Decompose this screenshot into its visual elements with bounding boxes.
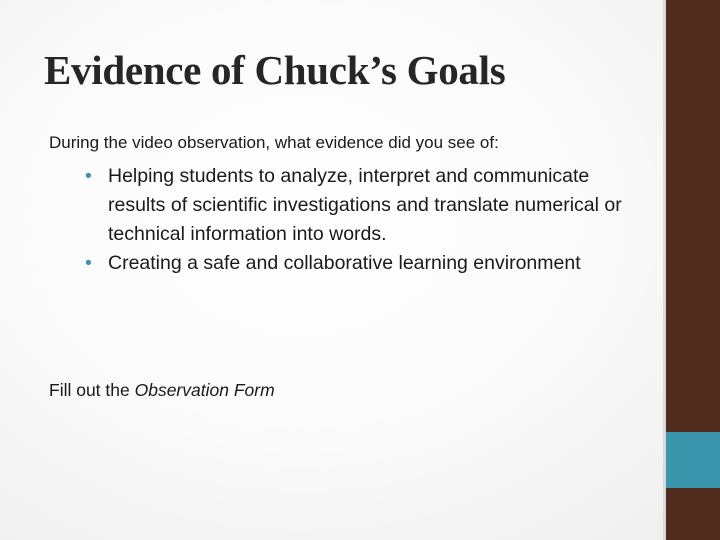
accent-band-teal <box>666 432 720 488</box>
brown-band-bottom <box>666 488 720 540</box>
observation-form-reference: Observation Form <box>134 380 275 400</box>
bullet-item-safe-environment <box>85 249 645 278</box>
bullet-text: Creating a safe and collaborative learning environment <box>108 252 581 274</box>
intro-text: During the video observation, what evidence did you see of: <box>49 133 499 152</box>
bullet-dot-icon: • <box>85 165 92 187</box>
instruction-text <box>49 378 649 402</box>
brown-band-top <box>666 0 720 432</box>
bullet-dot-icon: • <box>85 252 92 274</box>
bullet-item-analyze <box>85 162 645 249</box>
bullet-list <box>85 162 645 278</box>
slide-title: Evidence of Chuck’s Goals <box>44 47 506 93</box>
bullet-text: Helping students to analyze, interpret and communicate results of scientific investigations and translate numerical or technical information into words. <box>108 165 622 245</box>
instruction-prefix: Fill out the <box>49 380 135 400</box>
